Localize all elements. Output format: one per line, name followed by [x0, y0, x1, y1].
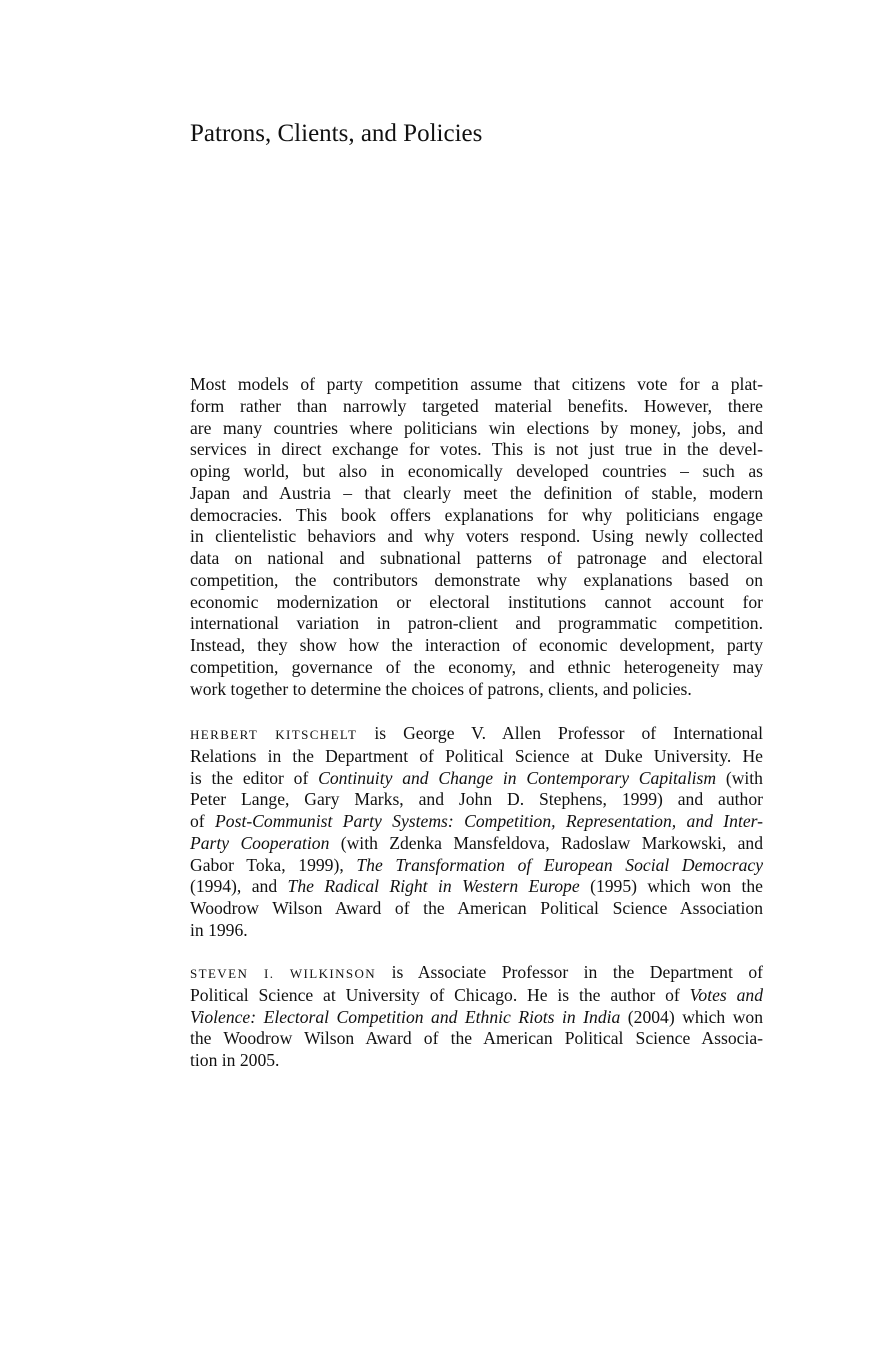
description-line: work together to determine the choices of patrons, clients, and policies.: [190, 678, 692, 699]
bio-text: (with Zdenka Mansfeldova, Radoslaw Markowski, and: [329, 832, 763, 853]
description-line: Most models of party competition assume that citizens vote for a plat-: [190, 374, 763, 394]
bio-line: Relations in the Department of Political Science at Duke University. He: [190, 745, 763, 766]
book-title: Votes and: [689, 984, 763, 1005]
description-line: economic modernization or electoral institutions cannot account for: [190, 591, 763, 612]
description-line: competition, governance of the economy, and ethnic heterogeneity may: [190, 656, 763, 677]
description-line: oping world, but also in economically developed countries – such as: [190, 461, 763, 481]
bio-line: [190, 985, 763, 1007]
description-line: democracies. This book offers explanations for why politicians engage: [190, 504, 763, 525]
bio-text: is the editor of: [190, 767, 319, 788]
bio-text: (1994), and: [190, 876, 288, 897]
description-line: Japan and Austria – that clearly meet the definition of stable, modern: [190, 482, 763, 503]
bio-line: [190, 768, 763, 790]
book-title: Violence: Electoral Competition and Ethnic Riots in India: [190, 1006, 621, 1027]
author-name: STEVEN I. WILKINSON: [190, 966, 377, 981]
bio-line: Peter Lange, Gary Marks, and John D. Stephens, 1999) and author: [190, 789, 763, 810]
description-line: services in direct exchange for votes. This is not just true in the devel-: [190, 439, 763, 460]
description-line: international variation in patron-client and programmatic competition.: [190, 613, 763, 634]
bio-text: Political Science at University of Chicago. He is the author of: [190, 984, 690, 1005]
bio-line: [190, 962, 763, 985]
description-line: are many countries where politicians win elections by money, jobs, and: [190, 417, 763, 438]
bio-text: (2004) which won: [620, 1006, 763, 1027]
description-line: Instead, they show how the interaction of economic development, party: [190, 635, 763, 655]
book-title: Post-Communist Party Systems: Competition, Representation, and Inter-: [215, 811, 763, 831]
bio-line: [190, 1007, 763, 1029]
bio-text: is Associate Professor in the Department of: [376, 962, 763, 982]
book-title: Continuity and Change in Contemporary Capitalism: [318, 767, 717, 788]
bio-line: [190, 723, 763, 746]
bio-line: [190, 876, 763, 898]
bio-line: [190, 811, 763, 833]
bio-text: of: [190, 811, 216, 831]
bio-line: [190, 855, 763, 877]
page-title: Patrons, Clients, and Policies: [190, 120, 483, 147]
bio-text: (1995) which won the: [579, 876, 763, 897]
bio-line: Woodrow Wilson Award of the American Political Science Association: [190, 898, 763, 918]
bio-text: Gabor Toka, 1999),: [190, 854, 357, 875]
bio-text: (with: [716, 767, 763, 788]
bio-line: in 1996.: [190, 919, 248, 940]
bio-text: is George V. Allen Professor of International: [357, 723, 763, 743]
description-line: form rather than narrowly targeted material benefits. However, there: [190, 395, 763, 416]
author-bio-wilkinson: [190, 962, 763, 1072]
description-line: competition, the contributors demonstrate why explanations based on: [190, 569, 763, 590]
description-line: in clientelistic behaviors and why voters respond. Using newly collected: [190, 526, 763, 547]
book-title: The Radical Right in Western Europe: [287, 876, 580, 897]
bio-line: [190, 833, 763, 855]
book-description: [190, 374, 763, 700]
book-title: Party Cooperation: [190, 832, 330, 853]
author-bio-kitschelt: [190, 723, 763, 942]
author-name: HERBERT KITSCHELT: [190, 727, 358, 742]
book-title: The Transformation of European Social Democracy: [356, 854, 764, 875]
bio-line: the Woodrow Wilson Award of the American Political Science Associa-: [190, 1028, 763, 1049]
description-line: data on national and subnational patterns of patronage and electoral: [190, 548, 763, 568]
bio-line: tion in 2005.: [190, 1050, 280, 1070]
